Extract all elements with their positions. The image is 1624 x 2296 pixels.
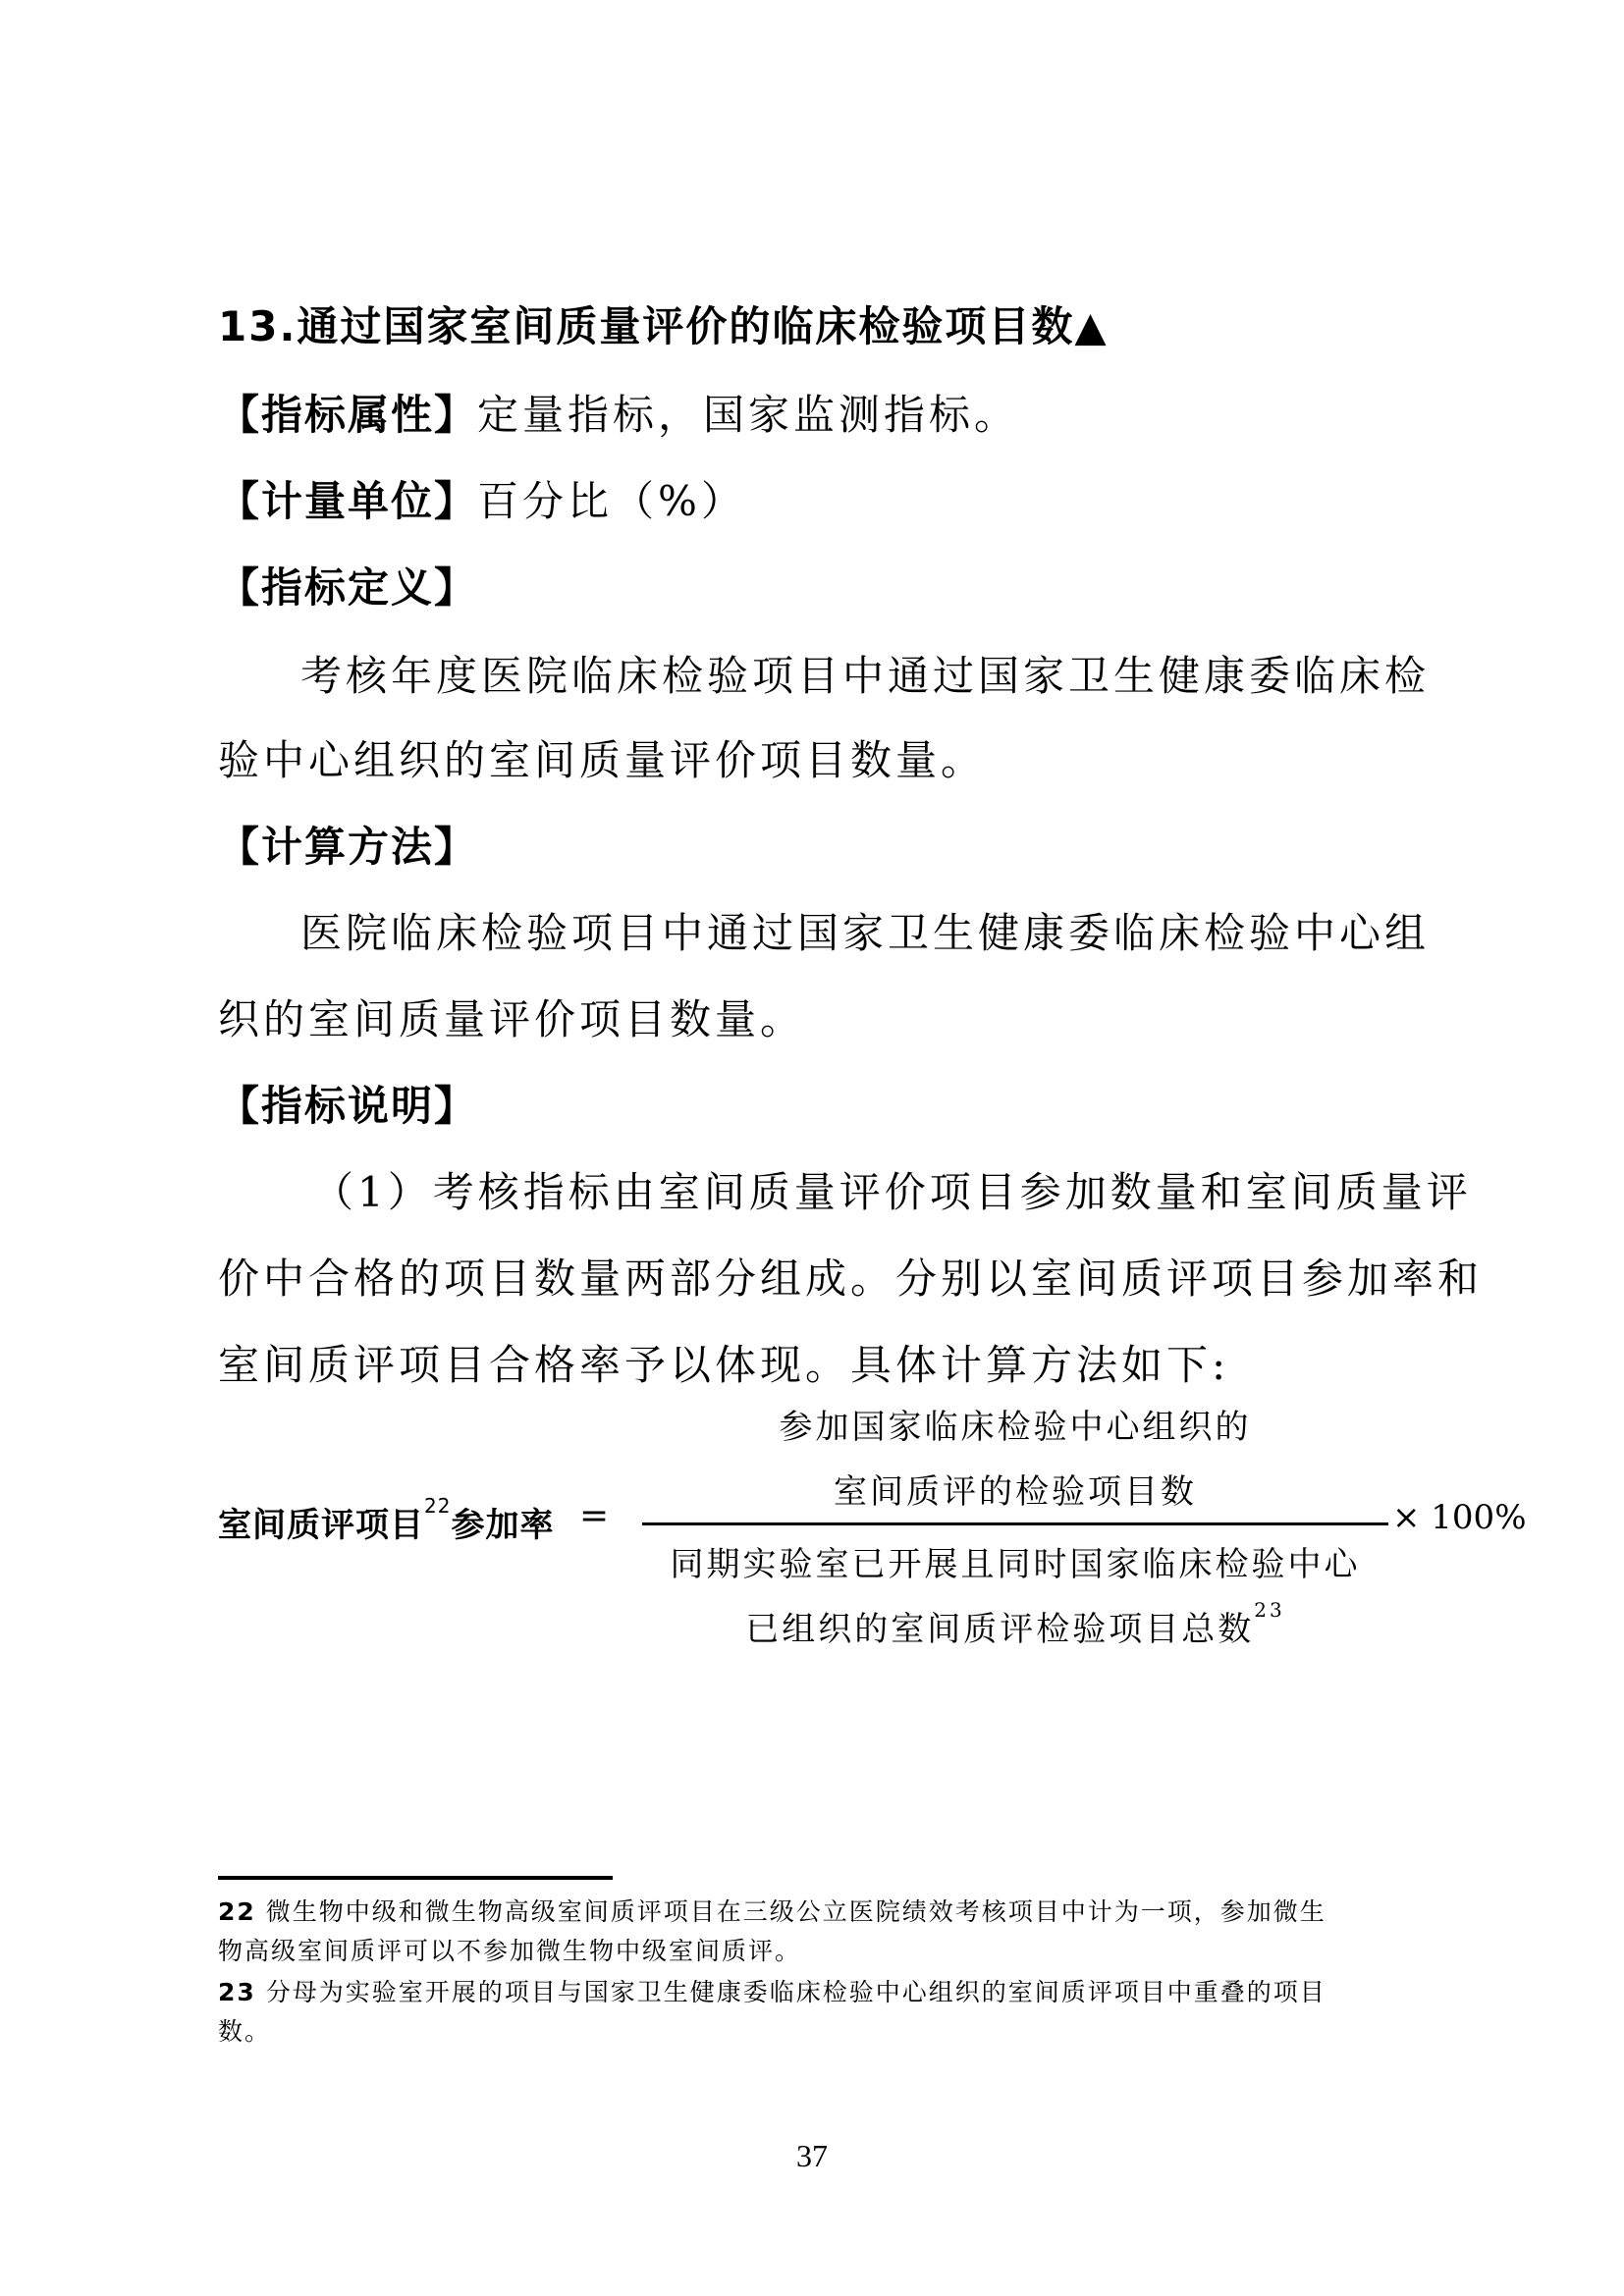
footnote-ref-22: 22 bbox=[424, 1494, 452, 1518]
footnote-line: 数。 bbox=[218, 2017, 272, 2046]
formula-denominator-line-1: 同期实验室已开展且同时国家临床检验中心 bbox=[670, 1545, 1361, 1584]
definition-line-1: 考核年度医院临床检验项目中通过国家卫生健康委临床检 bbox=[300, 652, 1431, 700]
formula-lhs-text: 室间质评项目 bbox=[218, 1506, 424, 1545]
unit-row bbox=[218, 477, 1435, 526]
formula-lhs bbox=[218, 1494, 555, 1546]
fraction-bar bbox=[642, 1522, 1388, 1525]
footnote-number: 23 bbox=[218, 1978, 256, 2006]
notes-line-2: 价中合格的项目数量两部分组成。分别以室间质评项目参加率和 bbox=[218, 1255, 1484, 1303]
unit-value: 百分比（%） bbox=[477, 477, 746, 525]
formula-multiplier: × 100% bbox=[1392, 1498, 1527, 1537]
definition-line-2: 验中心组织的室间质量评价项目数量。 bbox=[218, 736, 987, 784]
notes-label: 【指标说明】 bbox=[218, 1082, 478, 1130]
footnote-number: 22 bbox=[218, 1897, 256, 1926]
footnote-line: 分母为实验室开展的项目与国家卫生健康委临床检验中心组织的室间质评项目中重叠的项目 bbox=[265, 1978, 1326, 2006]
page-number: 37 bbox=[796, 2138, 828, 2173]
formula-denominator-line-2 bbox=[642, 1598, 1388, 1650]
method-line-1: 医院临床检验项目中通过国家卫生健康委临床检验中心组 bbox=[300, 909, 1431, 957]
formula-fraction bbox=[642, 1394, 1388, 1649]
formula-denominator-text: 已组织的室间质评检验项目总数 bbox=[745, 1610, 1255, 1649]
footnote-line: 物高级室间质评可以不参加微生物中级室间质评。 bbox=[218, 1937, 802, 1965]
footnote-22 bbox=[218, 1893, 1435, 1971]
footnote-23 bbox=[218, 1973, 1435, 2052]
attribute-value: 定量指标，国家监测指标。 bbox=[477, 391, 1020, 439]
footnote-ref-23: 23 bbox=[1254, 1598, 1285, 1622]
method-line-2: 织的室间质量评价项目数量。 bbox=[218, 995, 806, 1043]
formula-numerator-line-1: 参加国家临床检验中心组织的 bbox=[779, 1408, 1252, 1447]
notes-line-3: 室间质评项目合格率予以体现。具体计算方法如下: bbox=[218, 1341, 1230, 1389]
formula-numerator-line-2: 室间质评的检验项目数 bbox=[834, 1472, 1197, 1512]
attribute-row bbox=[218, 391, 1435, 440]
participation-rate-formula bbox=[218, 1394, 1527, 1649]
footnote-divider bbox=[218, 1876, 613, 1880]
notes-line-1: （1）考核指标由室间质量评价项目参加数量和室间质量评 bbox=[312, 1168, 1472, 1216]
formula-equals: = bbox=[579, 1496, 610, 1536]
footnote-line: 微生物中级和微生物高级室间质评项目在三级公立医院绩效考核项目中计为一项，参加微生 bbox=[265, 1897, 1326, 1926]
method-label: 【计算方法】 bbox=[218, 823, 478, 871]
section-title: 13.通过国家室间质量评价的临床检验项目数▲ bbox=[218, 302, 1109, 350]
unit-label: 【计量单位】 bbox=[218, 477, 478, 525]
definition-label: 【指标定义】 bbox=[218, 563, 478, 612]
attribute-label: 【指标属性】 bbox=[218, 391, 478, 439]
formula-lhs-tail: 参加率 bbox=[451, 1506, 555, 1545]
